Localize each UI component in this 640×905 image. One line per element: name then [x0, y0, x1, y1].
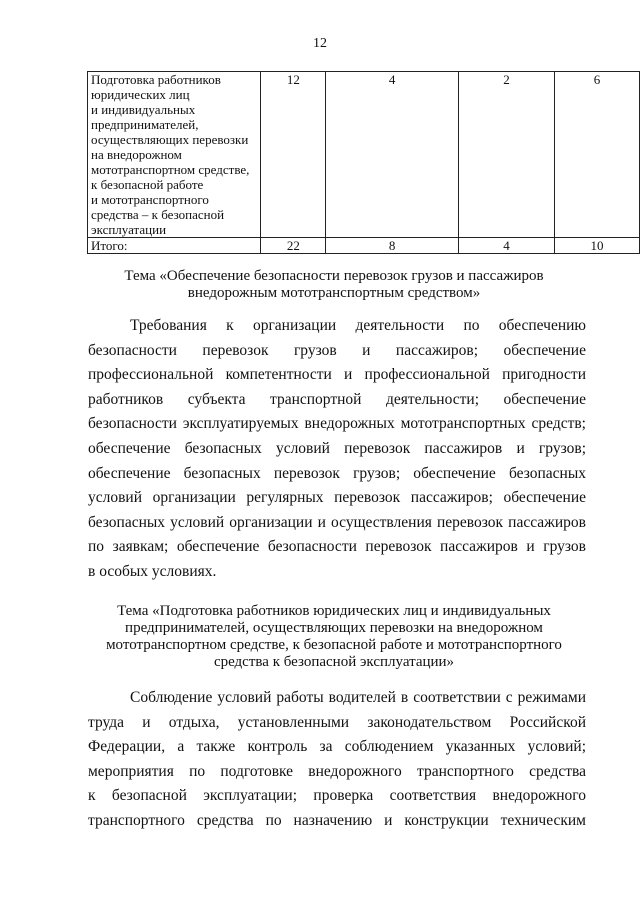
section-heading — [80, 268, 588, 302]
table-cell: 8 — [326, 238, 459, 254]
paragraph-line: обеспечение безопасных условий перевозок пассажиров и грузов; — [88, 439, 586, 457]
table-row-total — [88, 238, 640, 254]
table-cell: 10 — [555, 238, 640, 254]
topic-name-line: и индивидуальных — [91, 102, 196, 117]
topic-name-line: осуществляющих перевозки — [91, 132, 249, 147]
table-row — [88, 72, 640, 238]
paragraph-line: к безопасной эксплуатации; проверка соответствия внедорожного — [88, 787, 586, 805]
paragraph-line: в особых условиях. — [88, 562, 217, 580]
paragraph-line: обеспечение безопасных перевозок грузов; обеспечение безопасных — [88, 464, 586, 482]
paragraph-line: безопасности эксплуатируемых внедорожных мототранспортных средств; — [88, 415, 586, 433]
table-cell: 4 — [326, 72, 459, 238]
paragraph-line: Соблюдение условий работы водителей в соответствии с режимами — [130, 689, 586, 706]
paragraph-line: работников субъекта транспортной деятельности; обеспечение — [88, 390, 586, 408]
table-cell: 12 — [261, 72, 326, 238]
topic-name-line: средства – к безопасной — [91, 207, 225, 222]
topic-name-line: на внедорожном — [91, 147, 182, 162]
paragraph-line: безопасных условий организации и осуществления перевозок пассажиров — [88, 513, 586, 531]
hours-table — [87, 71, 640, 254]
paragraph-line: Федерации, а также контроль за соблюдением указанных условий; — [88, 738, 586, 756]
paragraph-line: по заявкам; обеспечение безопасности перевозок пассажиров и грузов — [88, 538, 586, 556]
paragraph-line: профессиональной компетентности и профессиональной пригодности — [88, 366, 586, 384]
section-paragraph — [88, 686, 586, 834]
paragraph-line: безопасности перевозок грузов и пассажиров; обеспечение — [88, 341, 586, 359]
table-cell: 22 — [261, 238, 326, 254]
heading-line: мототранспортном средстве, к безопасной работе и мототранспортного — [106, 637, 562, 653]
heading-line: предпринимателей, осуществляющих перевозки на внедорожном — [125, 620, 543, 636]
section-heading — [80, 603, 588, 671]
page-number: 12 — [313, 36, 327, 51]
table-cell: 6 — [555, 72, 640, 238]
table-cell: 2 — [458, 72, 554, 238]
topic-name-line: эксплуатации — [91, 222, 167, 237]
heading-line: внедорожным мототранспортным средством» — [187, 285, 481, 301]
paragraph-line: условий организации регулярных перевозок пассажиров; обеспечение — [88, 489, 586, 507]
paragraph-line: мероприятия по подготовке внедорожного транспортного средства — [88, 762, 586, 780]
paragraph-line: Требования к организации деятельности по обеспечению — [130, 317, 586, 334]
total-label-cell: Итого: — [88, 238, 261, 254]
paragraph-line: транспортного средства по назначению и конструкции техническим — [88, 811, 586, 829]
topic-name-line: Подготовка работников — [91, 72, 221, 87]
heading-line: Тема «Обеспечение безопасности перевозок грузов и пассажиров — [124, 268, 544, 284]
topic-name-line: и мототранспортного — [91, 192, 209, 207]
heading-line: средства к безопасной эксплуатации» — [213, 654, 455, 670]
heading-line: Тема «Подготовка работников юридических лиц и индивидуальных — [117, 603, 551, 619]
topic-name-line: юридических лиц — [91, 87, 190, 102]
section-paragraph — [88, 314, 586, 585]
topic-name-line: предпринимателей, — [91, 117, 199, 132]
topic-name-line: мототранспортном средстве, — [91, 162, 250, 177]
topic-name-cell — [88, 72, 261, 238]
paragraph-line: труда и отдыха, установленными законодательством Российской — [88, 713, 586, 731]
topic-name-line: к безопасной работе — [91, 177, 204, 192]
table-cell: 4 — [458, 238, 554, 254]
